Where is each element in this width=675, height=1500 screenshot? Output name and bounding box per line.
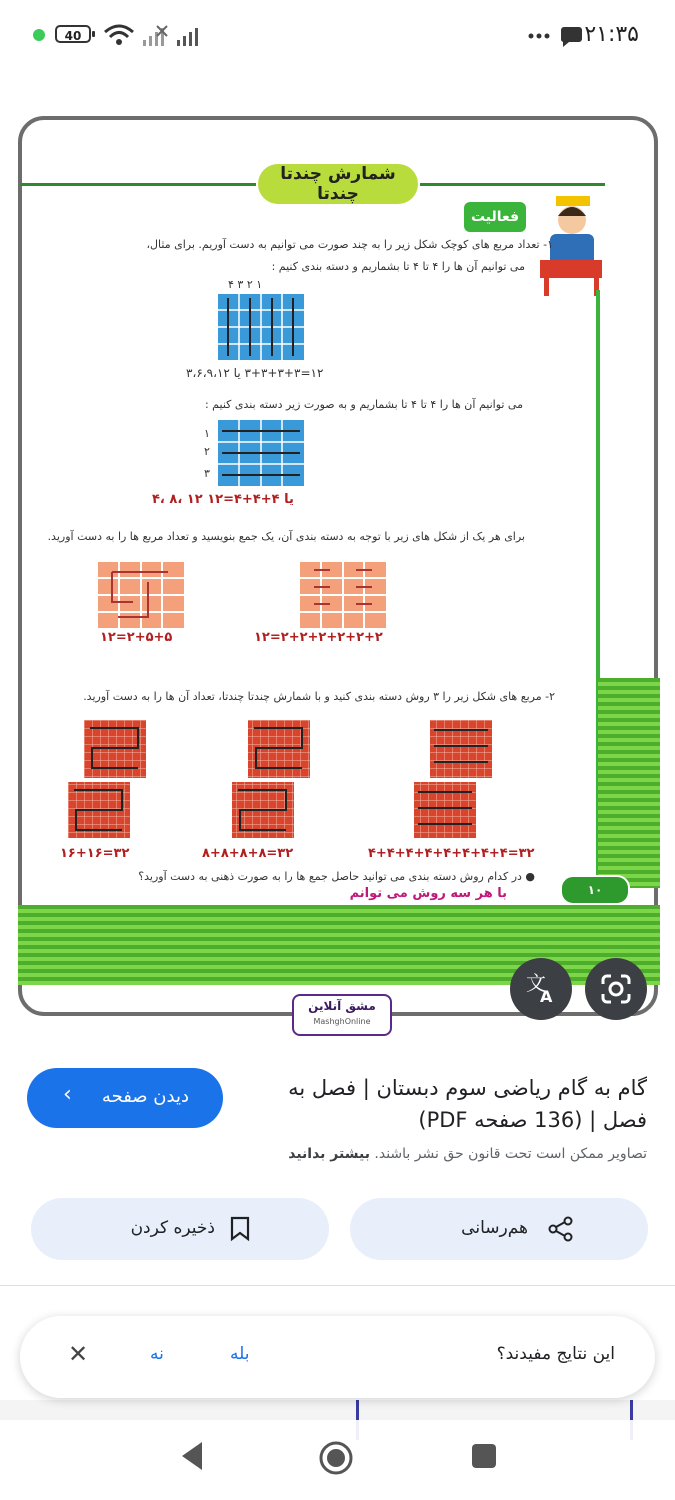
more-icon xyxy=(529,34,550,39)
learn-more-link[interactable]: بیشتر بدانید xyxy=(288,1146,370,1162)
feedback-yes-button[interactable]: بله xyxy=(230,1344,250,1364)
chat-icon xyxy=(561,27,582,47)
count-label: ۲ xyxy=(204,445,210,458)
orange-grid-left xyxy=(98,562,184,628)
handwritten-answer: با هر سه روش می توانم xyxy=(349,886,507,901)
activity-badge: فعالیت xyxy=(464,202,526,232)
red-grids xyxy=(68,720,608,840)
worksheet-page-number: ۱۰ xyxy=(560,875,630,905)
translate-button[interactable] xyxy=(510,958,572,1020)
save-button[interactable]: ذخیره کردن xyxy=(31,1198,329,1260)
recents-icon[interactable] xyxy=(470,1442,498,1470)
result-title[interactable]: گام به گام ریاضی سوم دبستان | فصل به فصل | (136 صفحه PDF) xyxy=(288,1076,647,1132)
feedback-bar xyxy=(20,1316,655,1398)
feedback-question: این نتایج مفیدند؟ xyxy=(496,1344,615,1364)
share-button[interactable]: هم‌رسانی xyxy=(350,1198,648,1260)
question-text: برای هر یک از شکل های زیر با توجه به دسته بندی آن، یک جمع بنویسید و تعداد مربع ها را به دست آورید. xyxy=(47,530,525,543)
question-text: می توانیم آن ها را ۴ تا ۴ تا بشماریم و دسته بندی کنیم : xyxy=(271,260,525,273)
question-text: ۲- مربع های شکل زیر را ۳ روش دسته بندی کنید و با شمارش چندتا چندتا، تعداد آن ها را به دست آورید. xyxy=(83,690,555,703)
back-icon[interactable] xyxy=(178,1440,206,1472)
divider xyxy=(0,1285,675,1286)
notification-dot xyxy=(33,29,45,41)
feedback-no-button[interactable]: نه xyxy=(150,1344,164,1364)
bookmark-icon xyxy=(229,1216,251,1242)
chevron-left-icon: ‹ xyxy=(63,1082,72,1107)
battery-indicator: 40 xyxy=(55,25,91,43)
signal-off-icon xyxy=(143,26,167,46)
equation-text: ۱۶+۱۶=۳۲ xyxy=(60,846,130,861)
view-page-button[interactable]: ‹ دیدن صفحه xyxy=(27,1068,223,1128)
title-line xyxy=(420,183,605,186)
worksheet-title: شمارش چندتا چندتا xyxy=(258,164,418,204)
lens-icon xyxy=(585,958,647,1020)
lens-button[interactable] xyxy=(585,958,647,1020)
status-bar xyxy=(0,0,675,70)
svg-text:A: A xyxy=(540,987,553,1006)
equation-text: ۱۲=۲+۲+۲+۲+۲+۲ xyxy=(254,630,383,645)
decorative-stripes xyxy=(598,678,660,888)
equation-text: ۸+۸+۸+۸=۳۲ xyxy=(202,846,294,861)
equation-text: ۴+۴+۴+۴+۴+۴+۴+۴=۳۲ xyxy=(368,846,535,861)
question-text: ● در کدام روش دسته بندی می توانید حاصل جمع ها را به صورت ذهنی به دست آورید؟ xyxy=(138,870,535,883)
orange-grid-right xyxy=(300,562,386,628)
close-icon[interactable]: ✕ xyxy=(68,1340,89,1368)
copyright-notice: تصاویر ممکن است تحت قانون حق نشر باشند. بیشتر بدانید xyxy=(288,1146,647,1162)
equation-text: ۴، ۸، ۱۲ یا ۴+۴+۴=۱۲ xyxy=(152,492,294,507)
title-line xyxy=(20,183,256,186)
svg-text:文: 文 xyxy=(526,971,546,995)
equation-text: ۱۲=۲+۵+۵ xyxy=(100,630,173,645)
share-icon xyxy=(548,1216,574,1242)
site-logo: مشق آنلاین MashghOnline xyxy=(292,994,392,1036)
clock: ۲۱:۳۵ xyxy=(584,22,639,47)
count-label: ۱ ۲ ۳ ۴ xyxy=(228,278,263,291)
count-label: ۳ xyxy=(204,467,210,480)
equation-text: ۱۲=۳+۳+۳+۳ یا ۳،۶،۹،۱۲ xyxy=(186,366,324,380)
count-label: ۱ xyxy=(204,427,210,440)
translate-icon xyxy=(510,958,572,1020)
wifi-icon xyxy=(105,26,133,45)
question-text: می توانیم آن ها را ۴ تا ۴ تا بشماریم و به صورت زیر دسته بندی کنیم : xyxy=(204,398,523,411)
question-text: ۱- تعداد مربع های کوچک شکل زیر را به چند صورت می توانیم به دست آوریم. برای مثال، xyxy=(146,238,553,251)
system-nav-bar xyxy=(0,1420,675,1500)
image-preview[interactable] xyxy=(0,70,675,1060)
blue-grid-horizontal xyxy=(218,420,304,486)
blue-grid-vertical xyxy=(218,294,304,360)
connectivity-icons xyxy=(103,22,213,50)
status-right-icons xyxy=(527,22,587,50)
home-icon[interactable] xyxy=(318,1440,354,1476)
signal-icon xyxy=(177,28,198,46)
